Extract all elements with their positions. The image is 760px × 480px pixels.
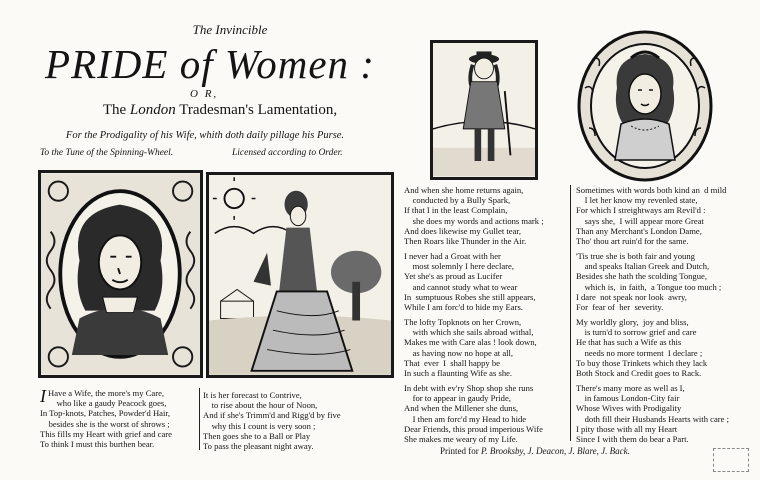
column-divider [570, 185, 571, 441]
prodigality-line: For the Prodigality of his Wife, whith doth daily pillage his Purse. [65, 130, 345, 141]
verse-9: My worldly glory, joy and bliss, is turn'd to sorrow grief and care He that has such a Wife as this needs no more torment I declare ; To buy those Trinkets which they lack Both Stock and Credit goes to Rack. [576, 317, 708, 379]
verse-6: In debt with ev'ry Shop shop she runs for to appear in gaudy Pride, And when the Millener she duns, I then am forc'd my Head to hide Dear Friends, this proud imperious Wife She makes me weary of my Life. [404, 383, 543, 445]
lady-round-portrait-illustration [575, 28, 715, 183]
man-portrait-illustration [41, 173, 200, 375]
verse-2: It is her forecast to Contrive, to rise about the hour of Noon, And if she's Trimm'd and Rigg'd by five why this I count is very soon ; Then goes she to a Ball or Play To pass the pleasant night away. [203, 390, 341, 452]
verse-8: 'Tis true she is both fair and young and speaks Italian Greek and Dutch, Besides she hath the scolding Tongue, which is, in faith, a Tongue too much ; I dare not speak nor look awry, For fear of her severity. [576, 251, 722, 313]
lady-round-portrait-woodcut [575, 28, 715, 183]
woman-walking-woodcut [206, 172, 394, 378]
verse-5: The lofty Topknots on her Crown, with which she sails abroad withal, Makes me with Care alas ! look down, as having now no hope at all, That ever I shall happy be In such a flaunting Wife as she. [404, 317, 537, 379]
verse-3: And when she home returns again, conducted by a Bully Spark, If that I in the least Complain, she does my words and actions mark ; And does likewise my Gullet tear, Then Roars like Thunder in the Air. [404, 185, 544, 247]
page-title: PRIDE of Women : [45, 41, 375, 87]
woman-walking-illustration [209, 175, 391, 375]
subtitle-pre: The [102, 102, 127, 118]
title-or: O R, [190, 88, 219, 100]
gentleman-standing-woodcut [430, 40, 538, 180]
licensed-line: Licensed according to Order. [232, 148, 343, 158]
verse-1 [40, 388, 172, 449]
imprint-prefix: Printed for [440, 446, 479, 456]
verse-1-text: Have a Wife, the more's my Care, who like a gaudy Peacock goes, In Top-knots, Patches, Powder'd Hair, besides she is the worst of shrows ; This fills my Heart with grief and care To think I must this burthen bear. [40, 388, 172, 450]
subtitle [70, 102, 370, 119]
library-stamp [713, 448, 749, 472]
verse-1-dropcap: I [40, 386, 46, 406]
column-divider [199, 388, 200, 450]
verse-4: I never had a Groat with her most solemnly I here declare, Yet she's as proud as Lucifer and cannot study what to wear In sumptuous Robes she still appears, While I am forc'd to hide my Ears. [404, 251, 536, 313]
subtitle-italic: London [129, 102, 176, 118]
tune-line: To the Tune of the Spinning-Wheel. [40, 148, 174, 158]
title-intro: The Invincible [192, 22, 268, 37]
man-portrait-woodcut [38, 170, 203, 378]
subtitle-post: Tradesman's Lamentation, [179, 102, 338, 118]
verse-10: There's many more as well as I, in famous London-City fair Whose Wives with Prodigality doth fill their Husbands Hearts with care ; I pity those with all my Heart Since I with them do bear a Part. [576, 383, 729, 445]
imprint-names: P. Brooksby, J. Deacon, J. Blare, J. Back. [481, 446, 630, 456]
gentleman-standing-illustration [433, 43, 535, 177]
verse-7: Sometimes with words both kind an d mild I let her know my revenled state, For which I streightways am Revil'd : says she, I will appear more Great Than any Merchant's London Dame, Tho' thou art ruin'd for the same. [576, 185, 727, 247]
imprint-line [440, 446, 630, 456]
